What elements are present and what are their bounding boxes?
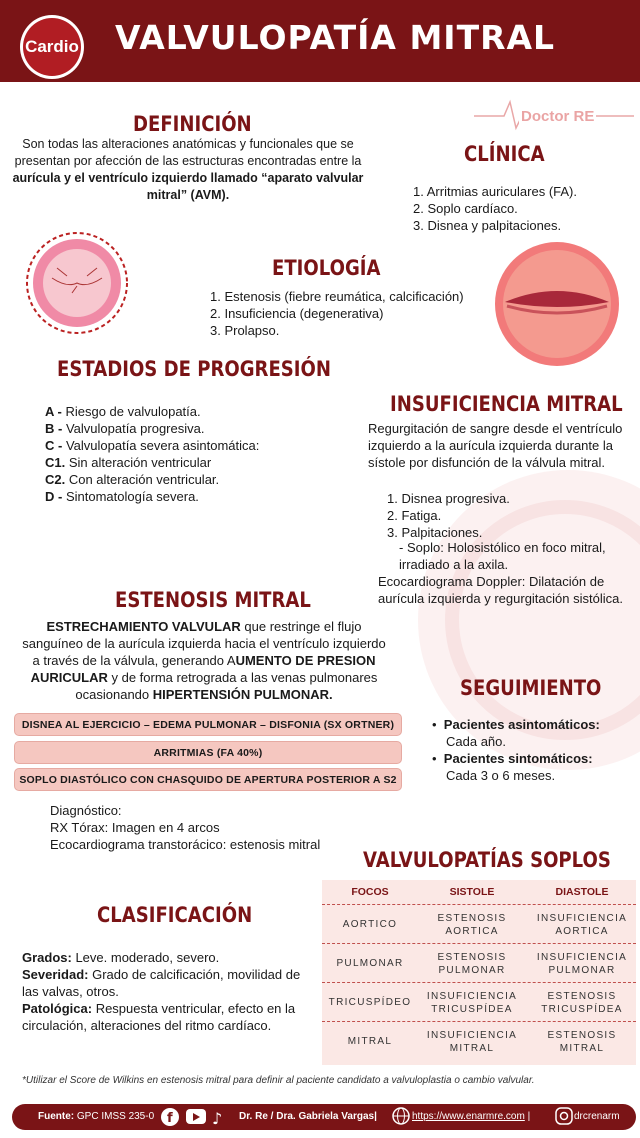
diagnostico-block	[50, 802, 332, 853]
instagram-icon	[553, 1105, 575, 1127]
table-cell: PULMONAR	[336, 958, 404, 969]
estadio-value: Con alteración ventricular.	[65, 472, 220, 487]
footer-link[interactable]	[412, 1111, 530, 1122]
footer-handle[interactable]: drcrenarm	[574, 1111, 620, 1122]
estenosis-plain: que restringe el flujo sanguíneo de la aurícula izquierda hacia el ventrículo izquierdo a través de la válvula, generando A	[22, 619, 386, 668]
insuficiencia-item: 2. Fatiga.	[387, 508, 442, 523]
clasificacion-key: Severidad:	[22, 967, 89, 982]
estenosis-plain: y de forma retrograda a las venas pulmonares ocasionando	[75, 670, 378, 702]
table-row	[322, 1021, 636, 1060]
table-cell: INSUFICIENCIA MITRAL	[426, 1029, 518, 1054]
estadio-key: B -	[45, 421, 66, 436]
estenosis-bold: UMENTO DE PRESION AURICULAR	[30, 653, 376, 685]
clasificacion-item	[22, 949, 314, 966]
estenosis-bar: SOPLO DIASTÓLICO CON CHASQUIDO DE APERTURA POSTERIOR A S2	[14, 768, 402, 791]
insuficiencia-list	[387, 490, 510, 541]
table-cell: ESTENOSIS MITRAL	[547, 1029, 617, 1054]
seguimiento-key: Pacientes sintomáticos:	[443, 751, 593, 766]
footer-source	[38, 1111, 154, 1122]
estadio-key: A -	[45, 404, 66, 419]
watermark-text: Doctor RE	[521, 108, 595, 125]
tiktok-icon: ♪	[212, 1109, 223, 1128]
etiologia-item: 2. Insuficiencia (degenerativa)	[210, 306, 384, 321]
estadio-item	[45, 488, 259, 505]
insuficiencia-text: Regurgitación de sangre desde el ventrículo izquierdo a la aurícula izquierda durante la sístole por disfunción de la válvula mitral.	[368, 421, 623, 470]
definicion-text	[12, 136, 364, 204]
table-row	[322, 982, 636, 1021]
insuficiencia-heading: INSUFICIENCIA MITRAL	[390, 392, 623, 416]
etiologia-list	[210, 288, 464, 339]
table-cell: AORTICO	[342, 919, 398, 930]
estadio-item	[45, 437, 259, 454]
diagnostico-line: Diagnóstico:	[50, 803, 122, 818]
table-header: SISTOLE	[449, 886, 495, 898]
estadio-key: C1.	[45, 455, 66, 470]
table-cell: ESTENOSIS AORTICA	[437, 912, 507, 937]
seguimiento-heading: SEGUIMIENTO	[460, 676, 602, 700]
diagnostico-line: RX Tórax: Imagen en 4 arcos	[50, 820, 220, 835]
estadio-key: D -	[45, 489, 66, 504]
footer-authors: Dr. Re / Dra. Gabriela Vargas|	[239, 1111, 377, 1122]
table-cell: ESTENOSIS PULMONAR	[437, 951, 507, 976]
soplos-heading: VALVULOPATÍAS SOPLOS	[363, 848, 611, 872]
fuente-value: GPC IMSS 235-0	[74, 1111, 155, 1122]
definicion-bold: aurícula y el ventrículo izquierdo llamado “aparato valvular mitral” (AVM).	[12, 171, 364, 202]
page-title: VALVULOPATÍA MITRAL	[114, 18, 556, 57]
definicion-heading: DEFINICIÓN	[133, 112, 252, 136]
clasificacion-key: Patológica:	[22, 1001, 93, 1016]
estenosis-bold: HIPERTENSIÓN PULMONAR.	[152, 687, 333, 702]
table-header: DIASTOLE	[555, 886, 609, 898]
clasificacion-value: Respuesta ventricular, efecto en la circulación, alteraciones del ritmo cardíaco.	[22, 1001, 296, 1033]
estenosis-bar: ARRITMIAS (FA 40%)	[14, 741, 402, 764]
estadio-item	[45, 403, 259, 420]
svg-text:f: f	[167, 1111, 173, 1126]
clasificacion-item	[22, 966, 314, 1000]
etiologia-heading: ETIOLOGÍA	[272, 256, 381, 280]
estenosis-text	[22, 618, 386, 703]
table-row	[322, 943, 636, 982]
estenosis-heading: ESTENOSIS MITRAL	[115, 588, 311, 612]
table-cell: INSUFICIENCIA TRICUSPÍDEA	[426, 990, 518, 1015]
globe-icon	[390, 1105, 412, 1127]
diagnostico-line: Ecocardiograma transtorácico: estenosis mitral	[50, 837, 321, 852]
estadio-value: Valvulopatía severa asintomática:	[65, 438, 260, 453]
estadio-key: C2.	[45, 472, 66, 487]
clasificacion-item	[22, 1000, 314, 1034]
estadio-item	[45, 471, 259, 488]
clinica-item: 2. Soplo cardíaco.	[413, 201, 518, 216]
clasificacion-heading: CLASIFICACIÓN	[97, 903, 253, 927]
etiologia-item: 1. Estenosis (fiebre reumática, calcificación)	[210, 289, 464, 304]
footer-separator: |	[524, 1111, 531, 1122]
clinica-item: 1. Arritmias auriculares (FA).	[413, 184, 577, 199]
table-cell: MITRAL	[347, 1036, 393, 1047]
etiologia-item: 3. Prolapso.	[210, 323, 280, 338]
footer-url[interactable]: https://www.enarmre.com	[412, 1111, 525, 1122]
estadio-value: Sintomatología severa.	[65, 489, 199, 504]
clasificacion-value: Leve. moderado, severo.	[71, 950, 220, 965]
estadio-value: Valvulopatía progresiva.	[65, 421, 205, 436]
seguimiento-list	[432, 716, 600, 784]
definicion-plain: Son todas las alteraciones anatómicas y funcionales que se presentan por afección de las estructuras encontradas entre la	[14, 137, 362, 168]
seguimiento-value: Cada año.	[446, 734, 506, 749]
seguimiento-item: • Pacientes asintomáticos:	[432, 717, 600, 732]
table-cell: ESTENOSIS TRICUSPÍDEA	[541, 990, 623, 1015]
estadios-heading: ESTADIOS DE PROGRESIÓN	[57, 357, 331, 381]
table-cell: INSUFICIENCIA AORTICA	[536, 912, 628, 937]
clasificacion-key: Grados:	[22, 950, 72, 965]
table-cell: TRICUSPÍDEO	[328, 997, 412, 1008]
estadio-item	[45, 454, 259, 471]
table-header: FOCOS	[351, 886, 389, 898]
insuficiencia-soplo: - Soplo: Holosistólico en foco mitral, irradiado a la axila.	[399, 540, 606, 572]
footnote: *Utilizar el Score de Wilkins en estenosis mitral para definir al paciente candidato a valvuloplastia o cambio valvular.	[22, 1075, 535, 1086]
logo-text: Cardio	[23, 18, 81, 76]
insuficiencia-item: 1. Disnea progresiva.	[387, 491, 510, 506]
insuficiencia-item: 3. Palpitaciones.	[387, 525, 483, 540]
estenosis-bold: ESTRECHAMIENTO VALVULAR	[46, 619, 241, 634]
estadios-list	[45, 403, 259, 505]
soplos-table	[322, 880, 636, 1065]
estadio-key: C -	[45, 438, 66, 453]
table-cell: INSUFICIENCIA PULMONAR	[536, 951, 628, 976]
stenotic-valve-icon	[22, 228, 132, 338]
insuficiencia-eco: Ecocardiograma Doppler: Dilatación de aurícula izquierda y regurgitación sistólica.	[378, 574, 623, 606]
seguimiento-key: Pacientes asintomáticos:	[443, 717, 600, 732]
seguimiento-value: Cada 3 o 6 meses.	[446, 768, 556, 783]
seguimiento-item: • Pacientes sintomáticos:	[432, 751, 593, 766]
table-row	[322, 904, 636, 943]
mitral-valve-icon	[493, 240, 621, 368]
estadio-value: Sin alteración ventricular	[65, 455, 212, 470]
estadio-item	[45, 420, 259, 437]
clasificacion-value: Grado de calcificación, movilidad de las valvas, otros.	[22, 967, 301, 999]
clasificacion-list	[22, 949, 314, 1034]
estadio-value: Riesgo de valvulopatía.	[65, 404, 201, 419]
estenosis-bar: DISNEA AL EJERCICIO – EDEMA PULMONAR – DISFONIA (SX ORTNER)	[14, 713, 402, 736]
fuente-label: Fuente:	[38, 1111, 75, 1122]
clinica-heading: CLÍNICA	[464, 142, 545, 166]
clinica-list	[413, 183, 577, 234]
social-icons	[158, 1104, 240, 1130]
clinica-item: 3. Disnea y palpitaciones.	[413, 218, 562, 233]
